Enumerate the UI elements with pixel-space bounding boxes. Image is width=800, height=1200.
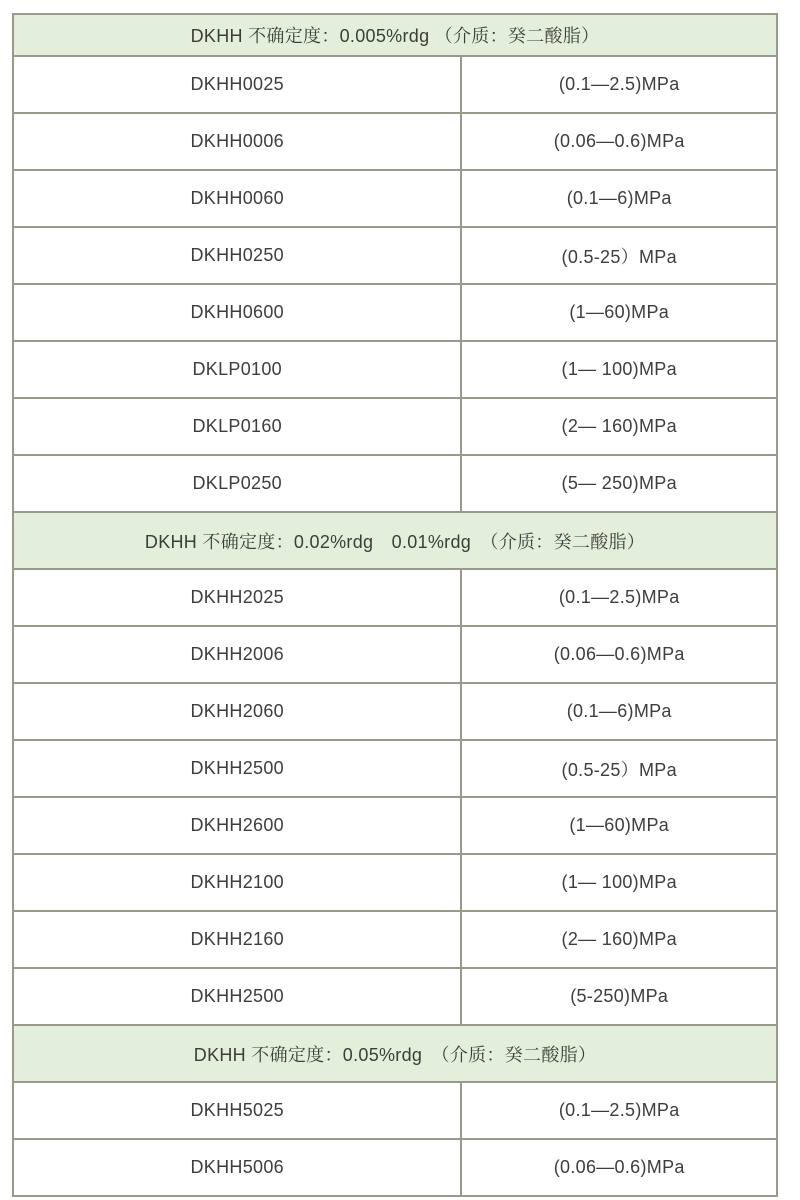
model-cell: DKHH2500	[13, 740, 461, 797]
table-row	[13, 569, 777, 626]
range-cell: (1—60)MPa	[461, 284, 777, 341]
model-cell: DKHH2100	[13, 854, 461, 911]
model-cell: DKLP0100	[13, 341, 461, 398]
table-row	[13, 113, 777, 170]
model-cell: DKHH0006	[13, 113, 461, 170]
model-cell: DKHH2600	[13, 797, 461, 854]
table-row	[13, 1082, 777, 1139]
table-row	[13, 740, 777, 797]
table-row	[13, 455, 777, 512]
table-row	[13, 398, 777, 455]
range-cell: (0.1—2.5)MPa	[461, 56, 777, 113]
section-header-row	[13, 1025, 777, 1082]
table-row	[13, 911, 777, 968]
table-row	[13, 1139, 777, 1196]
range-cell: (0.5-25）MPa	[461, 740, 777, 797]
section-header-row	[13, 512, 777, 569]
model-cell: DKHH2160	[13, 911, 461, 968]
range-cell: (2— 160)MPa	[461, 911, 777, 968]
section-header-cell: DKHH 不确定度：0.05%rdg （介质：癸二酸脂）	[13, 1025, 777, 1082]
model-cell: DKHH5025	[13, 1082, 461, 1139]
range-cell: (0.06—0.6)MPa	[461, 113, 777, 170]
range-cell: (0.06—0.6)MPa	[461, 626, 777, 683]
range-cell: (0.1—2.5)MPa	[461, 569, 777, 626]
model-cell: DKHH5006	[13, 1139, 461, 1196]
table-row	[13, 227, 777, 284]
model-cell: DKHH0600	[13, 284, 461, 341]
table-row	[13, 968, 777, 1025]
table-row	[13, 626, 777, 683]
model-cell: DKHH2060	[13, 683, 461, 740]
model-cell: DKHH2006	[13, 626, 461, 683]
model-cell: DKHH2025	[13, 569, 461, 626]
range-cell: (0.06—0.6)MPa	[461, 1139, 777, 1196]
section-header-cell: DKHH 不确定度：0.02%rdg 0.01%rdg （介质：癸二酸脂）	[13, 512, 777, 569]
pressure-spec-table	[12, 13, 778, 1197]
model-cell: DKLP0250	[13, 455, 461, 512]
range-cell: (1— 100)MPa	[461, 854, 777, 911]
range-cell: (0.1—2.5)MPa	[461, 1082, 777, 1139]
model-cell: DKHH2500	[13, 968, 461, 1025]
table-row	[13, 284, 777, 341]
spec-table-body	[13, 14, 777, 1196]
table-row	[13, 854, 777, 911]
range-cell: (5-250)MPa	[461, 968, 777, 1025]
table-row	[13, 797, 777, 854]
range-cell: (0.1—6)MPa	[461, 683, 777, 740]
table-row	[13, 170, 777, 227]
pressure-spec-table-container	[12, 13, 778, 1197]
section-header-cell: DKHH 不确定度：0.005%rdg （介质：癸二酸脂）	[13, 14, 777, 56]
range-cell: (1—60)MPa	[461, 797, 777, 854]
range-cell: (1— 100)MPa	[461, 341, 777, 398]
model-cell: DKHH0250	[13, 227, 461, 284]
table-row	[13, 56, 777, 113]
table-row	[13, 341, 777, 398]
range-cell: (2— 160)MPa	[461, 398, 777, 455]
model-cell: DKHH0025	[13, 56, 461, 113]
model-cell: DKLP0160	[13, 398, 461, 455]
range-cell: (0.1—6)MPa	[461, 170, 777, 227]
range-cell: (5— 250)MPa	[461, 455, 777, 512]
range-cell: (0.5-25）MPa	[461, 227, 777, 284]
model-cell: DKHH0060	[13, 170, 461, 227]
section-header-row	[13, 14, 777, 56]
table-row	[13, 683, 777, 740]
